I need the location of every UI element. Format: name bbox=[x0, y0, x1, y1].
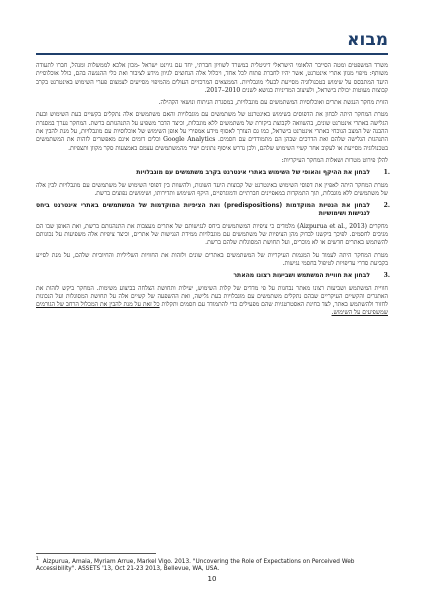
paragraph-intro: משרד המשפטים ומטה הסייבר הלאומי הישראלי דיגיטלית במשרד לשוויון חברתי, יחד עם גיוינט ישראל -מכון אלכא לממשלות ומנהל, חברו לתעודה משותף: מיפוי מגוון אתרי אינטרנט, אשר יהיו לחברת פתוח לכל אחד, ויכלול אלה הנחוצים לגיוון מידע לציבור ואת כלי ההנגשה בהם, כולל אוכלוסיית היעד המתבסס על שימוש בטכנולוגיה מסייעת לבעלי מוגבלויות. הממצאים המרכזיים העולים מהמיפוי מסייעים לצמצום פערי השימוש באינטרנט בקרב קבוצות מעוטות יכולת בישראל, ולעיצוב המדיניות בנושא לשנים 2010–2017. bbox=[36, 62, 388, 94]
footnote-divider bbox=[36, 553, 156, 554]
paragraph-goal: מטרת המחקר היתה לבחון את הדפוסים בשימוש באינטרנט של משתמשים עם מוגבלויות והאם משתמשים אלה נתקלים בקשיים בעת השימוש ובעת הגלישה באתרי אינטרנט שונים, בהשוואה לקבוצת ביקורת של משתמשים ללא מוגבלות, וכיצד הדבר משפיע על התנהגותם ברשת. המחקר נערך במסגרת ההבנה של המצב הנוכחי באתרי אינטרנט בישראל, כמו גם הצורך לאסוף מידע אמפירי על אופן השימוש של אוכלוסיות עם מוגבלויות, על מנת להבין את התנהגות הגלישה שלהם ואת הדרכים שבהן הם מתמודדים עם חסמים. Google Analytics וכלים דומים אינם מאפשרים לזהות את המשתמשים בטכנולוגיה מסייעת או לעקוב אחר קשיי השימוש שלהם, ולכן נדרש איסוף נתונים ישיר מהמשתמשים עצמם באמצעות סקר מקוון ותצפיות. bbox=[36, 111, 388, 152]
list-item-text: חוויית המשתמש ושביעות רצונו מאתר נבחנות על פי מדדים של קלות השימוש, יעילות ותחושת הצלחה בביצוע משימות. המחקר ביקש לזהות את האתגרים והקשיים העיקריים שבהם נתקלים משתמשים עם מוגבלויות בעת גלישה, ואת ההשפעה של קשיים אלה על תחושת המסוגלות ועל הנכונות לחזור ולהשתמש באתר, לצד בחינת האסטרטגיות שהם מפעילים כדי להתמודד עם חסמים ותקלות bbox=[36, 284, 388, 309]
footnote-mark: 1 bbox=[36, 557, 39, 562]
list-item-heading: לבחון את ההיקף והאופי של השימוש באתרי אינטרנט בקרב משתמשים עם מוגבלויות bbox=[136, 169, 370, 177]
underlined-text: כל זאת על מנת להבין את המכלול הרחב של הגורמים שמשפיעים על השימוש. bbox=[36, 301, 388, 317]
paragraph-list-intro: להלן פירוט מטרות ושאלות המחקר העיקריות: bbox=[281, 156, 388, 164]
list-item-body: מטרת המחקר היתה לאפיין את דפוסי השימוש באינטרנט של קבוצות היעד השונות, ולהשוות בין דפוסי השימוש של משתמשים עם מוגבלויות לבין אלה של משתמשים ללא מוגבלות, תוך התמקדות במאפיינים חברתיים ודמוגרפיים, היקף השימוש ותדירותו, ושימושים נפוצים ברשת. bbox=[36, 181, 388, 197]
list-item-body: מטרת המחקר היתה לעמוד על המגמות העיקריות של המשתמשים באתרים שונים ולזהות את החוויות השליליות והחיוביות שלהם, על מנת לסייע בקביעת סדרי עדיפויות לטיפול בחסמי נגישות. bbox=[36, 251, 388, 267]
list-item-heading: לבחון את חוויית המשתמש ושביעות רצונו מהאתר bbox=[233, 272, 370, 280]
footnote-text: Aizpurua, Amaia, Myriam Arrue, Markel Vigo. 2013. "Uncovering the Role of Expectations on Perceived Web Accessibility". ASSETS '13, Oct 21-23 2013, Bellevue, WA, USA. bbox=[36, 558, 355, 572]
list-number: .2 bbox=[383, 202, 390, 210]
body-text bbox=[36, 62, 388, 322]
list-item bbox=[36, 272, 388, 317]
footnote bbox=[36, 556, 388, 573]
list-item-heading: לבחון את הנטיות המוקדמות (predispositions) ואת הציפיות המוקדמות של המשתמשים באתרי אינטרנט ביחס לנגישות ושימושיות bbox=[36, 202, 370, 218]
page-number: 10 bbox=[207, 575, 217, 583]
list-item-body bbox=[36, 285, 388, 318]
page-title: מבוא bbox=[347, 30, 388, 50]
list-number: .3 bbox=[383, 272, 390, 280]
title-underline bbox=[36, 53, 388, 55]
list-number: .1 bbox=[383, 169, 390, 177]
list-item bbox=[36, 169, 388, 198]
list-item-body: מחקרים (Aizpurua et al., 2013) מלמדים כי ציפיות המשתמשים ביחס לנגישותם של אתרים מעצבות את התנהגותם ברשת, ואת האופן שבו הם מגיבים לחסמים. לפיכך ביקשנו לבדוק מהן הציפיות של משתמשים עם מוגבלויות ממידת הנגישות של אתרים, וכיצד ציפיות אלה משפיעות על נכונותם להשתמש באתרים חדשים או לא מוכרים, ועל תחושת המסוגלות שלהם ברשת. bbox=[36, 222, 388, 247]
list-item bbox=[36, 202, 388, 268]
paragraph-context: הזוית מחקר הנגשת אתרים ואוכלוסיות המשתמשים עם מוגבלויות, במסגרת הניתוח ונושאי הקהילה. bbox=[158, 99, 388, 107]
